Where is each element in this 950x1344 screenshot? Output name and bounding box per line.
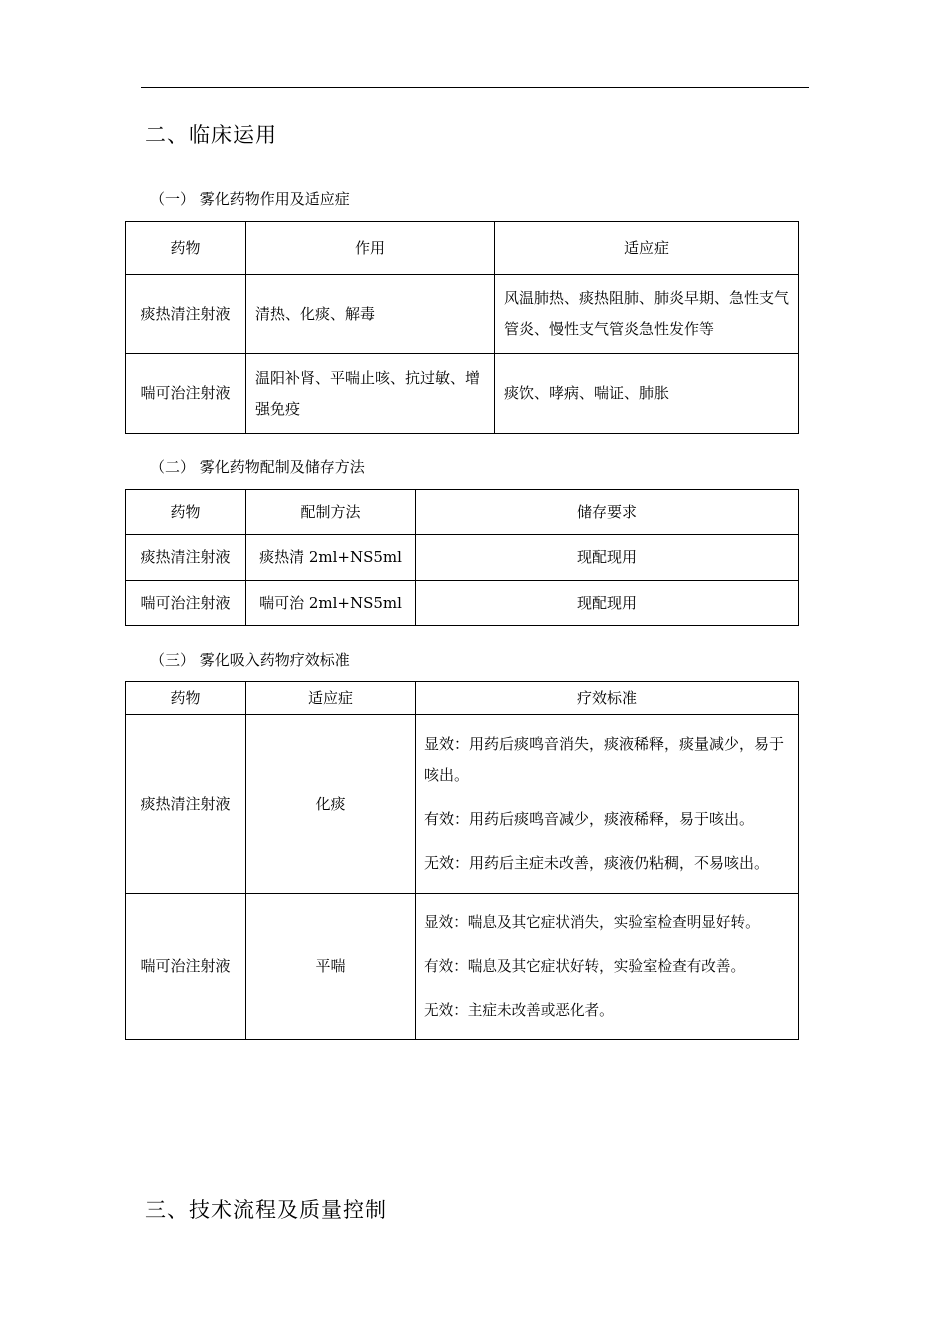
storage-cell: 现配现用 bbox=[416, 581, 799, 626]
standard-marked-effect: 显效：喘息及其它症状消失，实验室检查明显好转。 bbox=[424, 914, 760, 931]
drug-effects-table bbox=[125, 221, 799, 434]
drug-cell: 喘可治注射液 bbox=[126, 894, 246, 1040]
standard-effective: 有效：喘息及其它症状好转，实验室检查有改善。 bbox=[424, 958, 746, 975]
table-row bbox=[126, 275, 799, 354]
section-title-clinical-use: 二、临床运用 bbox=[145, 123, 277, 147]
indication-cell: 痰饮、哮病、喘证、肺胀 bbox=[495, 354, 799, 434]
storage-cell: 现配现用 bbox=[416, 535, 799, 581]
header-cell: 疗效标准 bbox=[416, 682, 799, 715]
drug-cell: 痰热清注射液 bbox=[126, 275, 246, 354]
indication-cell: 风温肺热、痰热阻肺、肺炎早期、急性支气管炎、慢性支气管炎急性发作等 bbox=[495, 275, 799, 354]
table-header-row bbox=[126, 490, 799, 535]
table-row bbox=[126, 581, 799, 626]
standard-effective: 有效：用药后痰鸣音减少，痰液稀释，易于咳出。 bbox=[424, 810, 755, 828]
preparation-storage-table bbox=[125, 489, 799, 626]
standards-cell bbox=[416, 894, 799, 1040]
header-cell: 适应症 bbox=[495, 222, 799, 275]
header-cell: 作用 bbox=[246, 222, 495, 275]
subsection-title-2: （二） 雾化药物配制及储存方法 bbox=[150, 458, 365, 476]
drug-cell: 喘可治注射液 bbox=[126, 581, 246, 626]
subsection-title-3: （三） 雾化吸入药物疗效标准 bbox=[150, 651, 350, 669]
table-header-row bbox=[126, 682, 799, 715]
standard-ineffective: 无效：主症未改善或恶化者。 bbox=[424, 1002, 614, 1019]
header-cell: 储存要求 bbox=[416, 490, 799, 535]
indication-cell: 化痰 bbox=[246, 715, 416, 894]
effect-cell: 温阳补肾、平喘止咳、抗过敏、增强免疫 bbox=[246, 354, 495, 434]
drug-cell: 痰热清注射液 bbox=[126, 535, 246, 581]
standard-ineffective: 无效：用药后主症未改善，痰液仍粘稠，不易咳出。 bbox=[424, 854, 770, 872]
standard-marked-effect: 显效：用药后痰鸣音消失，痰液稀释，痰量减少，易于咳出。 bbox=[424, 735, 785, 784]
drug-cell: 喘可治注射液 bbox=[126, 354, 246, 434]
header-cell: 药物 bbox=[126, 222, 246, 275]
header-cell: 配制方法 bbox=[246, 490, 416, 535]
effect-cell: 清热、化痰、解毒 bbox=[246, 275, 495, 354]
header-cell: 药物 bbox=[126, 682, 246, 715]
standards-cell bbox=[416, 715, 799, 894]
table-row bbox=[126, 715, 799, 894]
header-cell: 适应症 bbox=[246, 682, 416, 715]
table-header-row bbox=[126, 222, 799, 275]
table-row bbox=[126, 535, 799, 581]
section-title-workflow: 三、技术流程及质量控制 bbox=[145, 1198, 387, 1222]
method-cell: 喘可治 2ml+NS5ml bbox=[246, 581, 416, 626]
indication-cell: 平喘 bbox=[246, 894, 416, 1040]
table-row bbox=[126, 354, 799, 434]
table-row bbox=[126, 894, 799, 1040]
method-cell: 痰热清 2ml+NS5ml bbox=[246, 535, 416, 581]
efficacy-standards-table bbox=[125, 681, 799, 1040]
header-cell: 药物 bbox=[126, 490, 246, 535]
header-rule bbox=[141, 87, 809, 88]
subsection-title-1: （一） 雾化药物作用及适应症 bbox=[150, 190, 350, 208]
drug-cell: 痰热清注射液 bbox=[126, 715, 246, 894]
